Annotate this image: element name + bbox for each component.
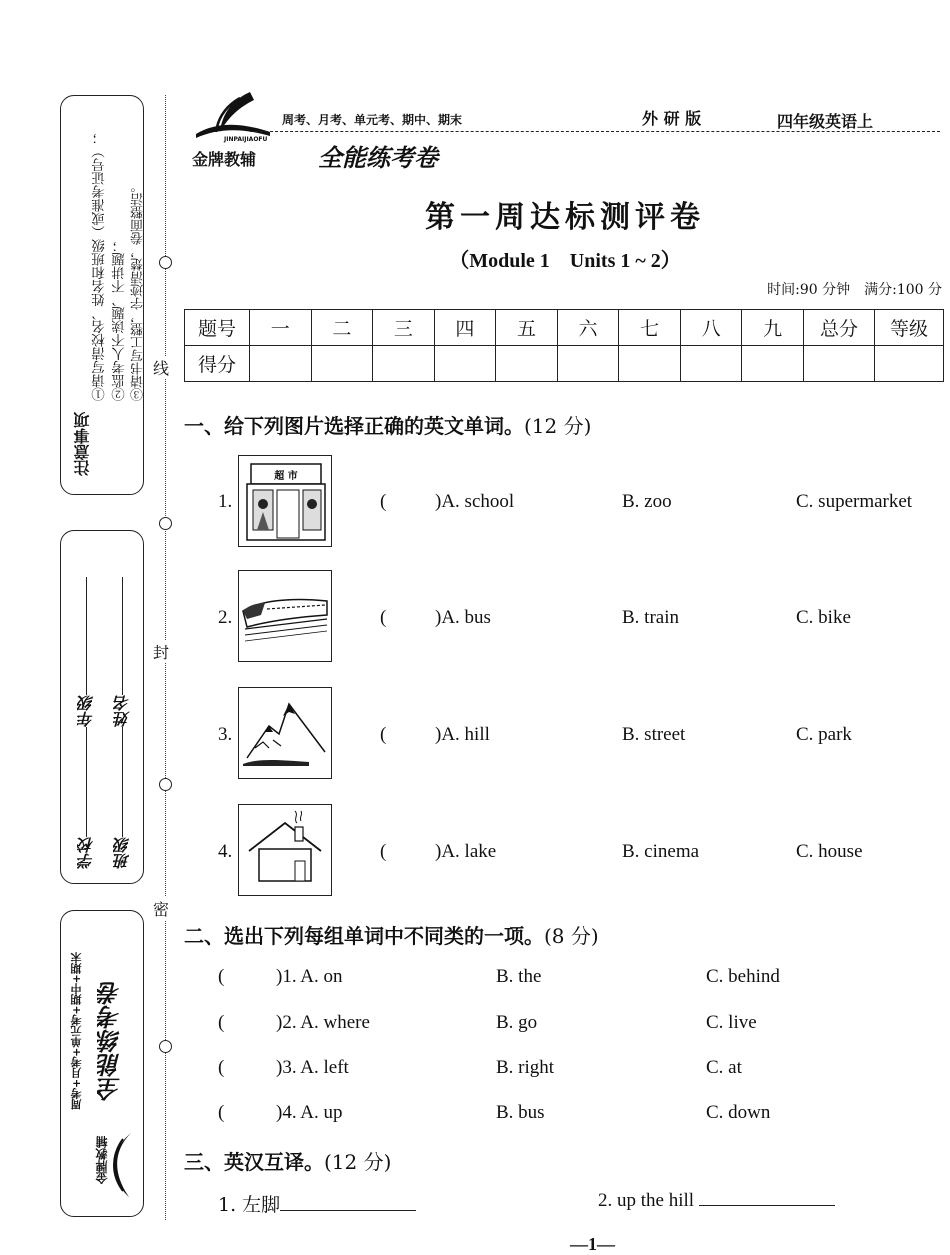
option-a: )A. bus [435, 607, 491, 628]
option-b: B. train [622, 607, 679, 628]
translation-item-2: 2. up the hill [598, 1190, 835, 1212]
answer-line[interactable] [699, 1205, 835, 1206]
option-b: B. street [622, 724, 686, 745]
table-cell: 四 [434, 310, 496, 346]
question-number: 1. [218, 491, 233, 512]
edition-label: 外 研 版 [642, 109, 702, 128]
supermarket-picture [238, 455, 332, 547]
brand-panel [60, 910, 144, 1217]
binding-hole [159, 1040, 172, 1053]
option-a: )3. A. left [276, 1057, 349, 1078]
brand-title: 全能练考卷 [97, 981, 125, 1101]
seal-char-seal: 封 [153, 640, 169, 663]
answer-bracket[interactable]: ( [218, 1102, 225, 1123]
option-a: )4. A. up [276, 1102, 343, 1123]
table-cell: 五 [496, 310, 558, 346]
question-number: 3. [218, 724, 233, 745]
notice-line-2: ②监考人不读题、不讲题； [112, 239, 128, 401]
table-cell: 得分 [185, 346, 250, 382]
grade-label: 年级 [77, 695, 96, 727]
section1-title: 一、给下列图片选择正确的英文单词。(12 分) [184, 414, 592, 438]
option-c: C. house [796, 841, 863, 862]
table-cell: 八 [680, 310, 742, 346]
class-label: 班级 [113, 837, 132, 869]
page-number: —1— [570, 1234, 615, 1254]
option-b: B. right [496, 1057, 555, 1078]
score-cell[interactable] [496, 346, 558, 382]
table-cell: 一 [250, 310, 312, 346]
brand-logo-icon [101, 1131, 137, 1199]
exam-meta: 时间:90 分钟 满分:100 分 [767, 282, 942, 298]
notice-line-3: ③请书写工整，字迹清楚，卷面整洁。 [131, 180, 146, 401]
table-cell: 六 [557, 310, 619, 346]
option-b: B. zoo [622, 491, 672, 512]
answer-bracket[interactable]: ( [380, 841, 387, 862]
notice-panel [60, 95, 144, 495]
notice-label: 注意事项 [73, 412, 92, 476]
house-picture [238, 804, 332, 896]
grade-subject: 四年级英语上 [777, 112, 874, 131]
seal-char-secret: 密 [153, 897, 169, 920]
option-c: C. down [706, 1102, 771, 1123]
option-b: B. bus [496, 1102, 545, 1123]
option-b: B. go [496, 1012, 538, 1033]
page-title: 第一周达标测评卷 [425, 200, 705, 235]
school-field[interactable] [75, 559, 97, 869]
option-c: C. supermarket [796, 491, 913, 512]
answer-bracket[interactable]: ( [218, 966, 225, 987]
answer-bracket[interactable]: ( [380, 724, 387, 745]
header-divider [250, 131, 940, 132]
option-a: )A. hill [435, 724, 490, 745]
binding-hole [159, 778, 172, 791]
answer-bracket[interactable]: ( [380, 491, 387, 512]
score-cell[interactable] [311, 346, 373, 382]
option-c: C. live [706, 1012, 757, 1033]
score-cell[interactable] [742, 346, 804, 382]
class-field[interactable] [111, 559, 133, 869]
student-info-panel [60, 530, 144, 884]
score-cell[interactable] [875, 346, 944, 382]
option-c: C. park [796, 724, 852, 745]
exam-types: 周考、月考、单元考、期中、期末 [282, 113, 463, 127]
option-a: )2. A. where [276, 1012, 370, 1033]
option-b: B. the [496, 966, 542, 987]
score-cell[interactable] [557, 346, 619, 382]
option-c: C. bike [796, 607, 851, 628]
score-cell[interactable] [804, 346, 875, 382]
supermarket-sign: 超 市 [274, 471, 298, 482]
answer-bracket[interactable]: ( [218, 1012, 225, 1033]
binding-hole [159, 517, 172, 530]
section3-title: 三、英汉互译。(12 分) [184, 1150, 392, 1174]
option-c: C. behind [706, 966, 780, 987]
table-row [185, 310, 944, 346]
page-subtitle: （Module 1 Units 1 ~ 2） [449, 250, 681, 272]
score-cell[interactable] [680, 346, 742, 382]
logo-text: 金牌教辅 [192, 150, 257, 169]
table-cell: 题号 [185, 310, 250, 346]
train-picture [238, 570, 332, 662]
table-cell: 等级 [875, 310, 944, 346]
score-cell[interactable] [373, 346, 435, 382]
translation-item-1: 1. 左脚 [218, 1190, 416, 1217]
name-label: 姓名 [113, 695, 132, 727]
score-cell[interactable] [434, 346, 496, 382]
answer-bracket[interactable]: ( [218, 1057, 225, 1078]
option-c: C. at [706, 1057, 742, 1078]
question-number: 2. [218, 607, 233, 628]
table-cell: 总分 [804, 310, 875, 346]
table-row [185, 346, 944, 382]
school-label: 学校 [77, 837, 96, 869]
notice-line-1: ①请写清校名、姓名和班级（或准考证号）； [92, 131, 108, 401]
brand-exams: 周考+月考+单元考+期中+期末 [70, 952, 83, 1110]
mountain-picture [238, 687, 332, 779]
table-cell: 二 [311, 310, 373, 346]
seal-char-line: 线 [153, 356, 169, 379]
score-table [184, 309, 944, 382]
logo-pinyin: JINPAIJIAOFU [224, 136, 268, 143]
question-number: 4. [218, 841, 233, 862]
answer-bracket[interactable]: ( [380, 607, 387, 628]
score-cell[interactable] [250, 346, 312, 382]
table-cell: 三 [373, 310, 435, 346]
option-b: B. cinema [622, 841, 700, 862]
score-cell[interactable] [619, 346, 681, 382]
brand-logo-text: 金牌教辅 [95, 1136, 109, 1184]
section2-title: 二、选出下列每组单词中不同类的一项。(8 分) [184, 924, 599, 948]
option-a: )A. lake [435, 841, 497, 862]
answer-line[interactable] [280, 1210, 416, 1211]
option-a: )A. school [435, 491, 515, 512]
table-cell: 七 [619, 310, 681, 346]
table-cell: 九 [742, 310, 804, 346]
option-a: )1. A. on [276, 966, 343, 987]
series-title: 全能练考卷 [318, 144, 438, 172]
